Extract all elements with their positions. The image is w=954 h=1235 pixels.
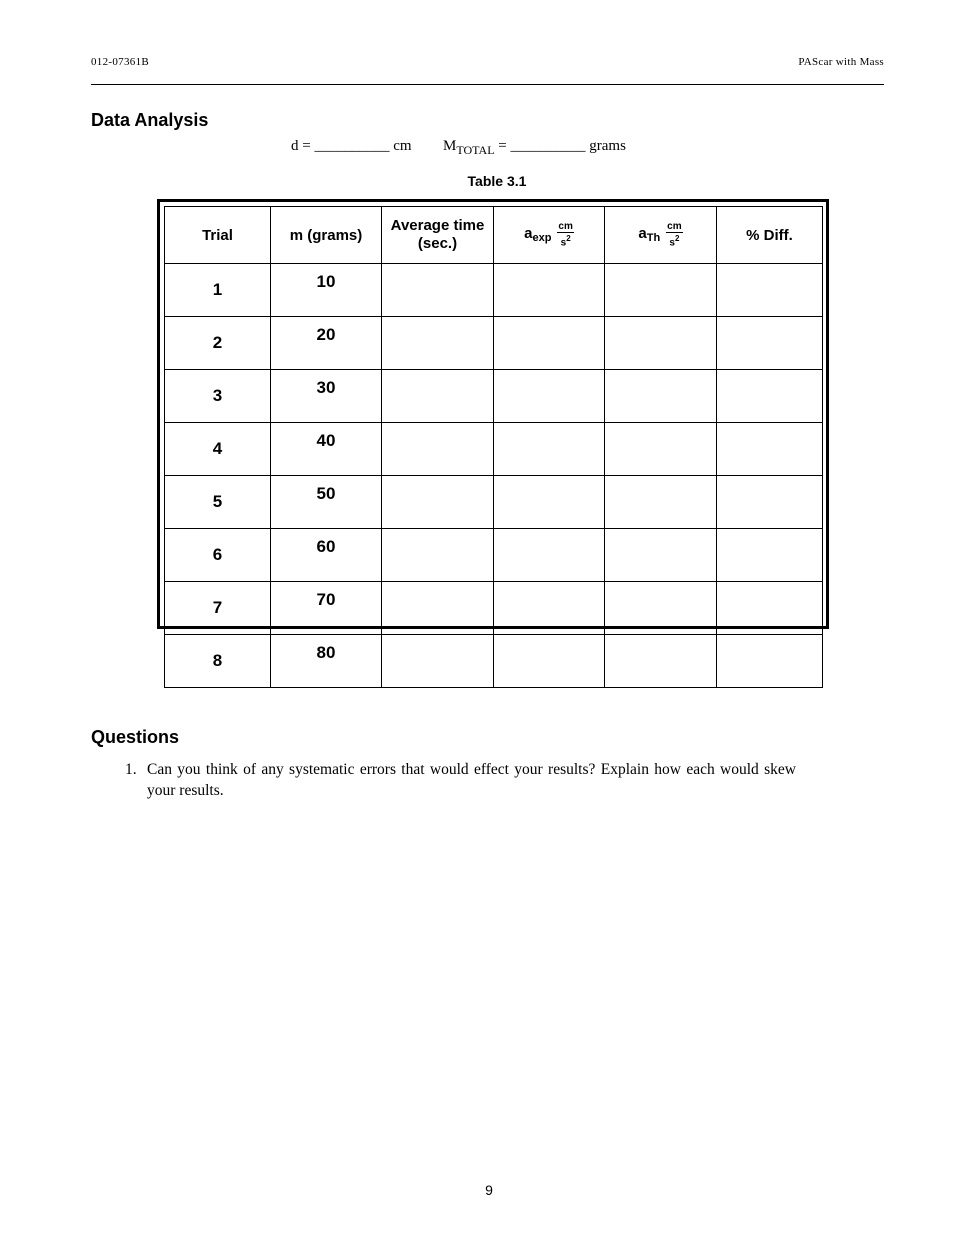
page-number: 9 bbox=[485, 1182, 493, 1198]
acceleration-theoretical-cell bbox=[605, 423, 717, 476]
mass-cell: 30 bbox=[271, 370, 382, 423]
acceleration-theoretical-cell bbox=[605, 582, 717, 635]
table-row bbox=[165, 423, 823, 476]
unit-fraction: $\frac{cm}{s^2}$ bbox=[558, 221, 573, 249]
trial-cell: 8 bbox=[165, 635, 271, 688]
question-text: Can you think of any systematic errors that would effect your results? Explain how each would skew your results. bbox=[147, 761, 796, 799]
table-row bbox=[165, 476, 823, 529]
table-row bbox=[165, 529, 823, 582]
table-header-row bbox=[165, 207, 823, 264]
document-number: 012-07361B bbox=[91, 56, 149, 68]
measurement-parameters bbox=[291, 138, 626, 158]
header-divider bbox=[91, 84, 884, 85]
header-percent-difference: % Diff. bbox=[717, 207, 823, 264]
percent-difference-cell bbox=[717, 635, 823, 688]
average-time-cell bbox=[382, 582, 494, 635]
average-time-cell bbox=[382, 264, 494, 317]
total-mass-blank: __________ bbox=[510, 138, 586, 154]
acceleration-experimental-cell bbox=[494, 635, 605, 688]
average-time-cell bbox=[382, 635, 494, 688]
average-time-cell bbox=[382, 476, 494, 529]
trial-cell: 3 bbox=[165, 370, 271, 423]
trial-cell: 2 bbox=[165, 317, 271, 370]
percent-difference-cell bbox=[717, 423, 823, 476]
trial-cell: 5 bbox=[165, 476, 271, 529]
question-item bbox=[125, 759, 796, 801]
distance-label: d = bbox=[291, 138, 311, 154]
table-row bbox=[165, 264, 823, 317]
questions-heading: Questions bbox=[91, 727, 180, 747]
mass-cell: 40 bbox=[271, 423, 382, 476]
header-acceleration-experimental: $a_{exp}$ $\frac{cm}{s^2}$ bbox=[494, 207, 605, 264]
data-analysis-heading: Data Analysis bbox=[91, 110, 209, 130]
trial-cell: 1 bbox=[165, 264, 271, 317]
distance-blank: __________ bbox=[314, 138, 390, 154]
question-number: 1. bbox=[125, 761, 137, 778]
acceleration-theoretical-cell bbox=[605, 317, 717, 370]
header-average-time: Average time (sec.) bbox=[382, 207, 494, 264]
total-mass-label: $M_{TOTAL}$ bbox=[443, 138, 495, 157]
table-row bbox=[165, 635, 823, 688]
acceleration-theoretical-cell bbox=[605, 529, 717, 582]
percent-difference-cell bbox=[717, 529, 823, 582]
table-caption: Table 3.1 bbox=[467, 173, 527, 189]
percent-difference-cell bbox=[717, 264, 823, 317]
acceleration-theoretical-cell bbox=[605, 264, 717, 317]
mass-cell: 60 bbox=[271, 529, 382, 582]
unit-fraction: $\frac{cm}{s^2}$ bbox=[667, 221, 682, 249]
average-time-cell bbox=[382, 529, 494, 582]
mass-cell: 70 bbox=[271, 582, 382, 635]
table-row bbox=[165, 582, 823, 635]
mass-cell: 80 bbox=[271, 635, 382, 688]
document-title: PAScar with Mass bbox=[798, 56, 884, 68]
acceleration-experimental-cell bbox=[494, 423, 605, 476]
table-row bbox=[165, 317, 823, 370]
average-time-cell bbox=[382, 370, 494, 423]
acceleration-theoretical-cell bbox=[605, 635, 717, 688]
acceleration-experimental-cell bbox=[494, 529, 605, 582]
trial-cell: 4 bbox=[165, 423, 271, 476]
acceleration-theoretical-cell bbox=[605, 476, 717, 529]
distance-unit: cm bbox=[393, 138, 412, 154]
percent-difference-cell bbox=[717, 476, 823, 529]
percent-difference-cell bbox=[717, 370, 823, 423]
acceleration-experimental-cell bbox=[494, 370, 605, 423]
percent-difference-cell bbox=[717, 317, 823, 370]
mass-cell: 50 bbox=[271, 476, 382, 529]
data-table-frame bbox=[157, 199, 829, 670]
header-mass: m (grams) bbox=[271, 207, 382, 264]
header-acceleration-theoretical: $a_{Th}$ $\frac{cm}{s^2}$ bbox=[605, 207, 717, 264]
percent-difference-cell bbox=[717, 582, 823, 635]
total-mass-unit: grams bbox=[589, 138, 626, 154]
trial-cell: 7 bbox=[165, 582, 271, 635]
acceleration-experimental-cell bbox=[494, 582, 605, 635]
table-row bbox=[165, 370, 823, 423]
trial-cell: 6 bbox=[165, 529, 271, 582]
average-time-cell bbox=[382, 423, 494, 476]
acceleration-experimental-cell bbox=[494, 317, 605, 370]
mass-cell: 20 bbox=[271, 317, 382, 370]
acceleration-theoretical-cell bbox=[605, 370, 717, 423]
total-mass-equals: = bbox=[498, 138, 507, 154]
acceleration-experimental-cell bbox=[494, 476, 605, 529]
acceleration-experimental-cell bbox=[494, 264, 605, 317]
header-trial: Trial bbox=[165, 207, 271, 264]
data-table bbox=[164, 206, 823, 688]
average-time-cell bbox=[382, 317, 494, 370]
mass-cell: 10 bbox=[271, 264, 382, 317]
